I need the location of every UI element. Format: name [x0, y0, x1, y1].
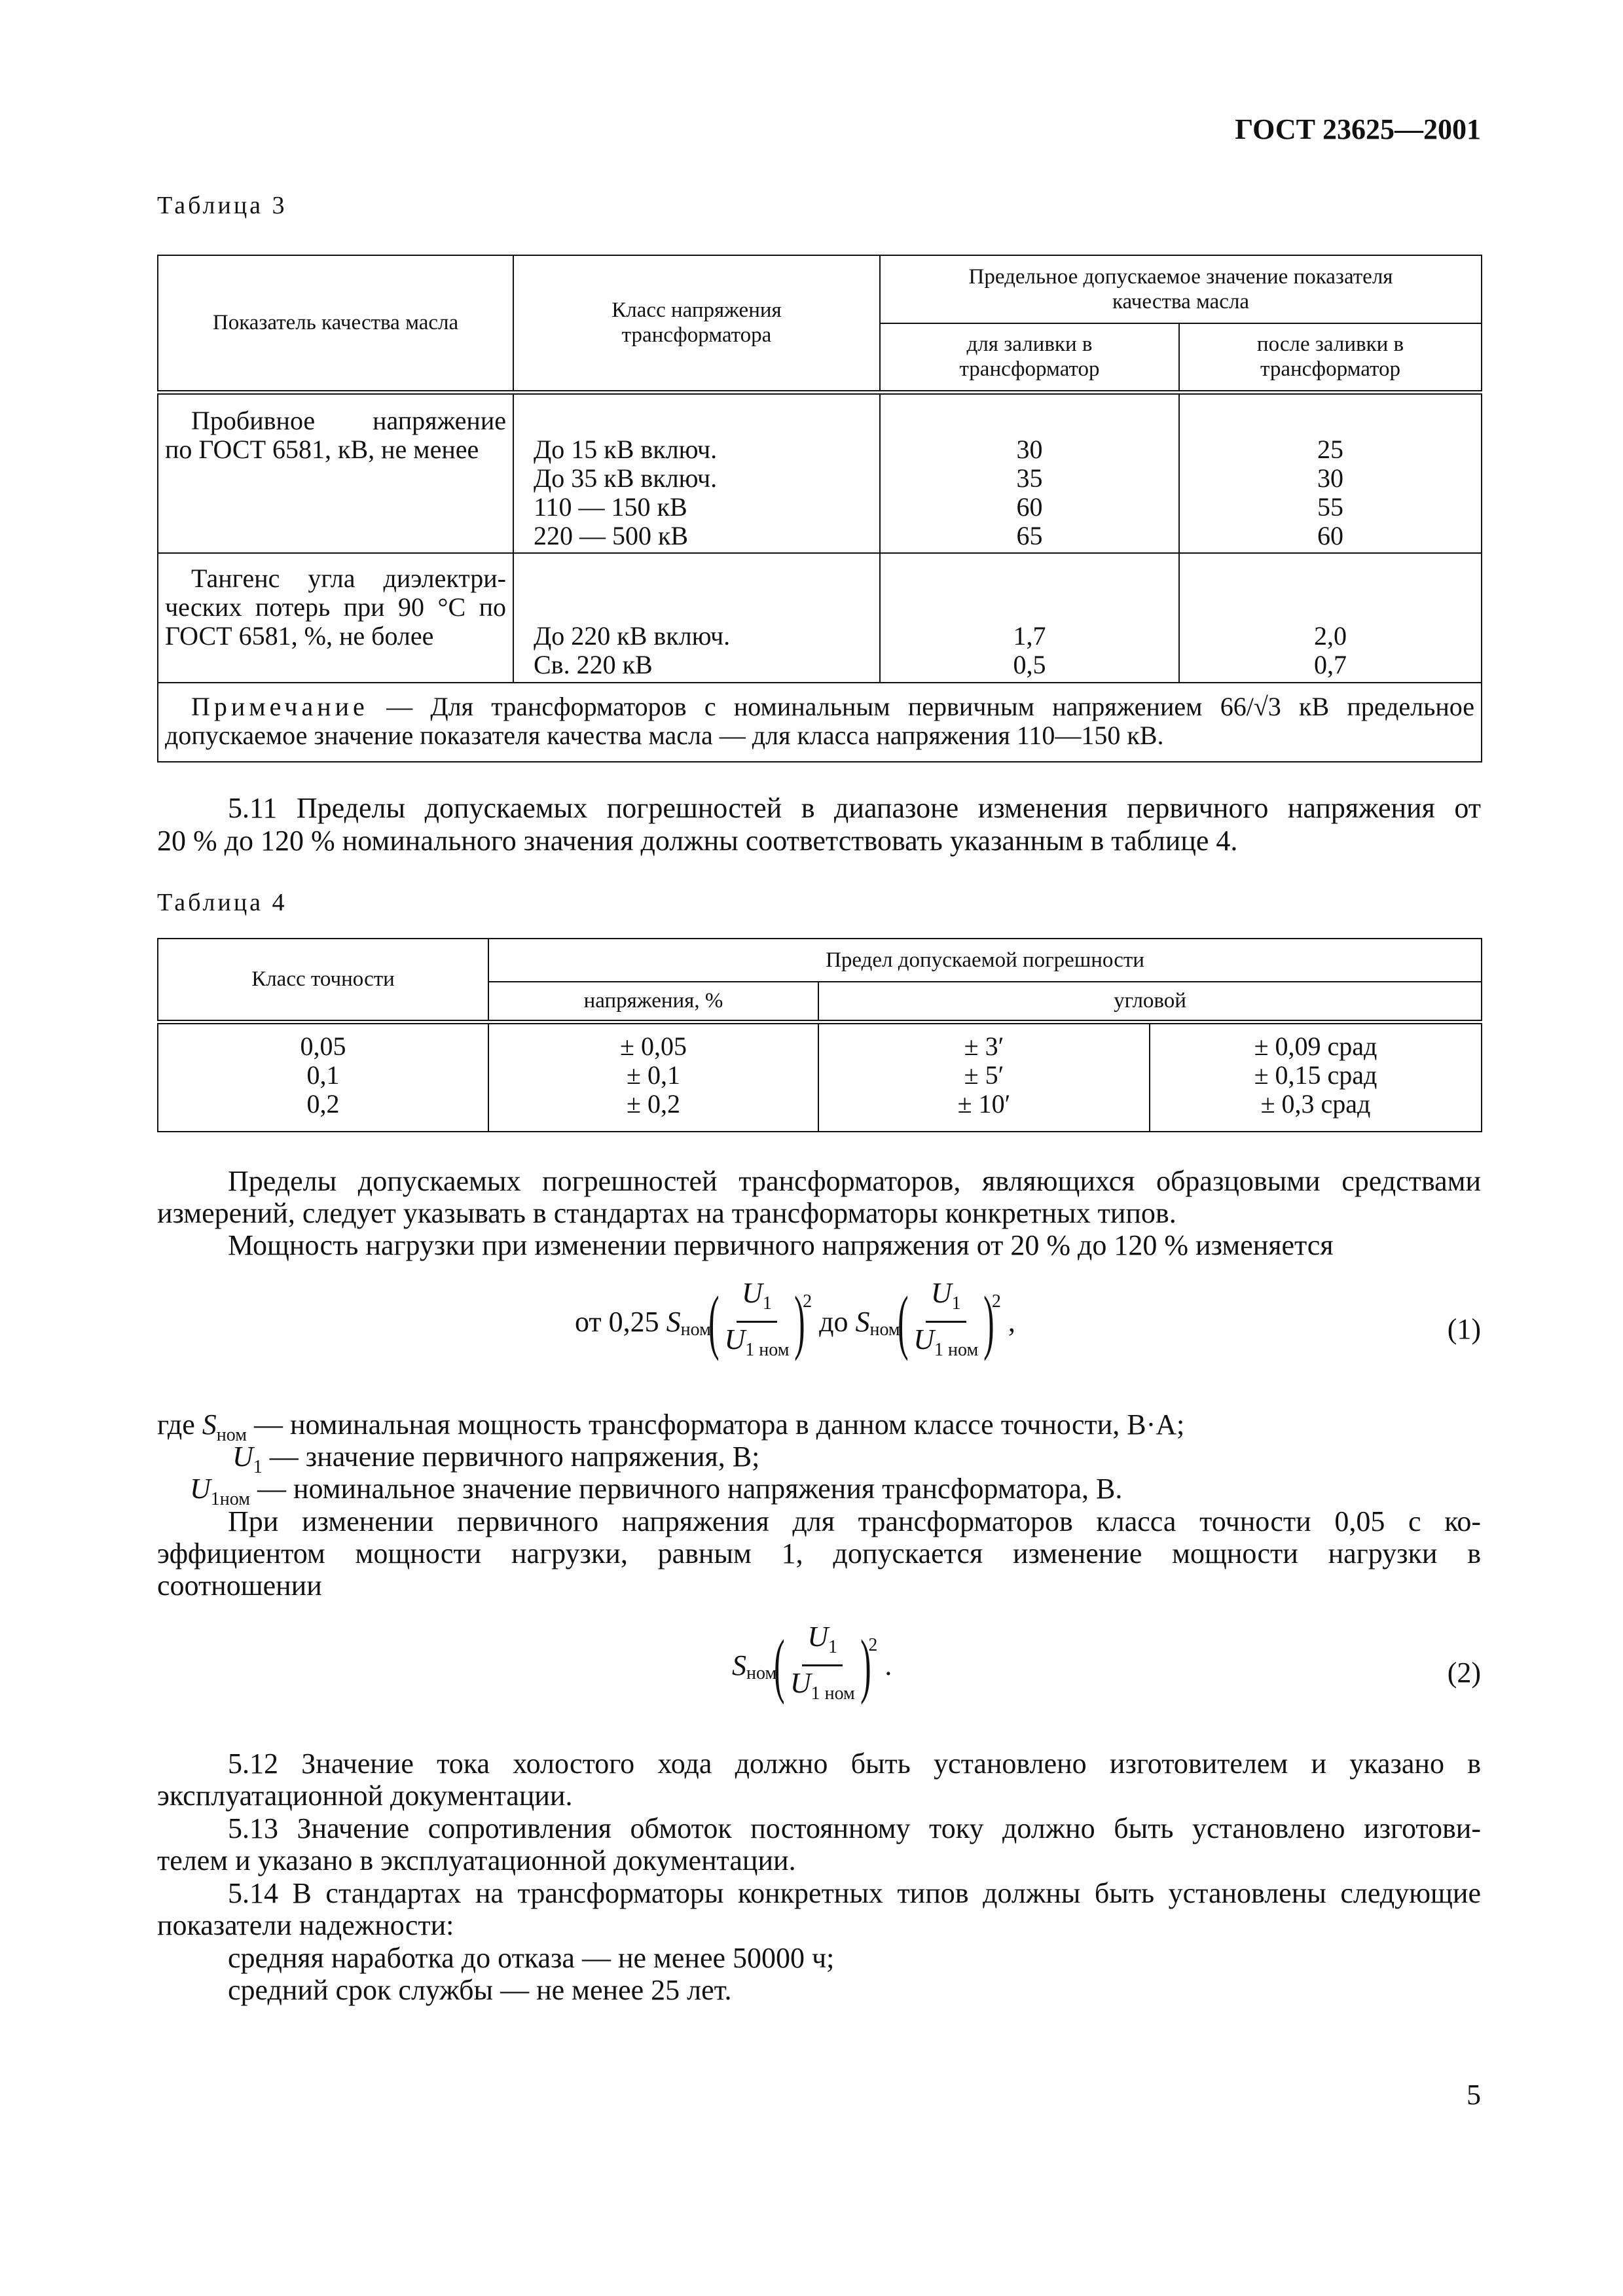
- voltage-class: 110 — 150 кВ: [534, 492, 687, 522]
- header-accuracy-class: Класс точности: [158, 939, 488, 1022]
- voltage-error: ± 0,1: [627, 1060, 680, 1090]
- angle-error-minutes: ± 3′: [964, 1031, 1004, 1061]
- formula-sub: 1: [762, 1293, 772, 1314]
- value-before: 1,7: [1013, 621, 1046, 651]
- reliability-item: средний срок службы — не менее 25 лет.: [228, 1974, 732, 2006]
- table3-note: [158, 683, 1482, 762]
- formula-s: S: [855, 1305, 870, 1338]
- accuracy-class: 0,2: [306, 1088, 340, 1119]
- paragraph-5-14: 5.14 В стандартах на трансформаторы конкретных типов должны быть установлены следующие: [228, 1877, 1481, 1909]
- formula-u: U: [930, 1277, 952, 1309]
- note-label: Примечание: [191, 692, 369, 721]
- note-text: — Для трансформаторов с номинальным первичным напряжением 66/√3 кВ предельное: [386, 692, 1475, 721]
- symbol: S: [202, 1408, 217, 1441]
- header-voltage-error: напряжения, %: [488, 982, 818, 1022]
- voltage-class: 220 — 500 кВ: [534, 520, 689, 550]
- value-after: 60: [1317, 520, 1343, 550]
- value-after: 0,7: [1314, 650, 1347, 679]
- value-after: 30: [1317, 463, 1343, 493]
- formula-power: 2: [803, 1291, 812, 1312]
- value-after: 2,0: [1314, 621, 1347, 651]
- formula-s: S: [732, 1649, 746, 1681]
- formula-power: 2: [991, 1291, 1001, 1312]
- paragraph: Мощность нагрузки при изменении первичного напряжения от 20 % до 120 % изменяется: [228, 1229, 1334, 1261]
- indicator-line: Пробивное напряжение: [191, 405, 506, 435]
- indicator-line: ческих потерь при 90 °С по: [165, 592, 506, 622]
- header-indicator: Показатель качества масла: [158, 255, 513, 392]
- paragraph-5-11: 20 % до 120 % номинального значения должны соответствовать указанным в таблице 4.: [157, 825, 1238, 857]
- accuracy-class: 0,1: [306, 1060, 340, 1090]
- formula-text: от 0,25: [575, 1305, 659, 1338]
- header-limit: Предельное допускаемое значение показателя качества масла: [880, 255, 1482, 323]
- formula-power: 2: [868, 1635, 878, 1656]
- header-before-fill: для заливки в трансформатор: [880, 323, 1179, 392]
- paragraph-5-11: 5.11 Пределы допускаемых погрешностей в диапазоне изменения первичного напряжения от: [228, 792, 1481, 824]
- equation-number-2: (2): [1447, 1657, 1481, 1689]
- formula-2: S $_{ном}$ ( $\frac{U_1}{U_{1 ном}}$ ) $^2$ .: [732, 1621, 892, 1705]
- value-before: 65: [1016, 520, 1043, 550]
- formula-sub: 1: [828, 1636, 838, 1657]
- formula-u: U: [790, 1666, 811, 1699]
- indicator-line: ГОСТ 6581, %, не более: [165, 621, 434, 651]
- table-row: [158, 1022, 1482, 1132]
- voltage-class: До 15 кВ включ.: [534, 434, 718, 464]
- formula-sub: 1 ном: [811, 1683, 855, 1704]
- indicator-line: Тангенс угла диэлектри-: [191, 564, 506, 593]
- table3-caption: Таблица 3: [157, 192, 287, 219]
- paragraph-5-13: телем и указано в эксплуатационной документации.: [157, 1844, 796, 1876]
- formula-punct: ,: [1008, 1305, 1015, 1338]
- symbol-sub: 1: [253, 1456, 263, 1477]
- header-angle-error: угловой: [818, 982, 1482, 1022]
- paragraph-5-12: 5.12 Значение тока холостого хода должно быть установлено изготовителем и указано в: [228, 1748, 1481, 1780]
- paragraph: эффициентом мощности нагрузки, равным 1, допускается изменение мощности нагрузки в: [157, 1537, 1481, 1570]
- value-after: 25: [1317, 434, 1343, 464]
- formula-sub: ном: [746, 1663, 777, 1684]
- formula-u: U: [807, 1621, 829, 1653]
- document-id: ГОСТ 23625—2001: [1235, 113, 1481, 145]
- formula-sub: 1: [951, 1293, 961, 1314]
- symbol-sub: 1ном: [210, 1488, 250, 1509]
- voltage-error: ± 0,2: [627, 1088, 680, 1119]
- header-error-limit: Предел допускаемой погрешности: [488, 939, 1482, 982]
- formula-u: U: [742, 1277, 763, 1309]
- header-voltage-class: Класс напряжения трансформатора: [513, 255, 880, 392]
- formula-sub: 1 ном: [745, 1339, 790, 1360]
- formula-u: U: [724, 1323, 746, 1355]
- table-3: [157, 255, 1482, 762]
- header-after-fill: после заливки в трансформатор: [1179, 323, 1482, 392]
- value-before: 30: [1016, 434, 1043, 464]
- symbol-sub: ном: [216, 1424, 247, 1445]
- paragraph: соотношении: [157, 1570, 322, 1602]
- formula-1: от 0,25 S $_{ном}$ ( $\frac{U_1}{U_{1 ном}}$ ) $^2$ до S $_{ном}$ ( $\frac{U_1}{U_{1 ном}}$ ) $^2$ ,: [575, 1277, 1015, 1361]
- reliability-item: средняя наработка до отказа — не менее 50000 ч;: [228, 1942, 835, 1974]
- value-before: 35: [1016, 463, 1043, 493]
- angle-error-crad: ± 0,15 срад: [1254, 1060, 1377, 1090]
- formula-punct: .: [884, 1649, 892, 1681]
- indicator-line: по ГОСТ 6581, кВ, не менее: [165, 434, 479, 464]
- formula-u: U: [913, 1323, 935, 1355]
- voltage-class: Св. 220 кВ: [534, 650, 653, 679]
- value-after: 55: [1317, 492, 1343, 522]
- value-before: 60: [1016, 492, 1043, 522]
- definition-text: — номинальное значение первичного напряжения трансформатора, В.: [257, 1473, 1123, 1505]
- table-4: [157, 938, 1482, 1132]
- formula-sub: ном: [869, 1319, 900, 1340]
- definition-text: — номинальная мощность трансформатора в данном классе точности, В·А;: [253, 1408, 1185, 1441]
- voltage-error: ± 0,05: [620, 1031, 687, 1061]
- paragraph-5-12: эксплуатационной документации.: [157, 1780, 573, 1812]
- symbol: U: [232, 1441, 253, 1473]
- paragraph: Пределы допускаемых погрешностей трансформаторов, являющихся образцовыми средствами: [228, 1165, 1481, 1197]
- angle-error-minutes: ± 10′: [957, 1088, 1011, 1119]
- paragraph: При изменении первичного напряжения для трансформаторов класса точности 0,05 с ко-: [228, 1505, 1481, 1537]
- angle-error-crad: ± 0,3 срад: [1260, 1088, 1371, 1119]
- table-row: [158, 553, 1482, 683]
- paragraph-5-13: 5.13 Значение сопротивления обмоток постоянному току должно быть установлено изготови-: [228, 1812, 1481, 1844]
- value-before: 0,5: [1013, 650, 1046, 679]
- formula-sub: 1 ном: [934, 1339, 979, 1360]
- voltage-class: До 220 кВ включ.: [534, 621, 731, 651]
- page-number: 5: [1467, 2079, 1481, 2111]
- definition-text: — значение первичного напряжения, В;: [269, 1441, 760, 1473]
- voltage-class: До 35 кВ включ.: [534, 463, 718, 493]
- formula-s: S: [666, 1305, 681, 1338]
- angle-error-crad: ± 0,09 срад: [1254, 1031, 1377, 1061]
- symbol: U: [190, 1473, 211, 1505]
- equation-number-1: (1): [1447, 1313, 1481, 1345]
- angle-error-minutes: ± 5′: [964, 1060, 1004, 1090]
- formula-text: до: [819, 1305, 848, 1338]
- formula-sub: ном: [680, 1319, 711, 1340]
- paragraph-5-14: показатели надежности:: [157, 1909, 454, 1941]
- accuracy-class: 0,05: [300, 1031, 346, 1061]
- note-text: допускаемое значение показателя качества масла — для класса напряжения 110—150 кВ.: [165, 721, 1164, 750]
- table4-caption: Таблица 4: [157, 889, 287, 916]
- paragraph: измерений, следует указывать в стандартах на трансформаторы конкретных типов.: [157, 1197, 1176, 1229]
- where-label: где: [157, 1408, 195, 1441]
- table-row: [158, 392, 1482, 553]
